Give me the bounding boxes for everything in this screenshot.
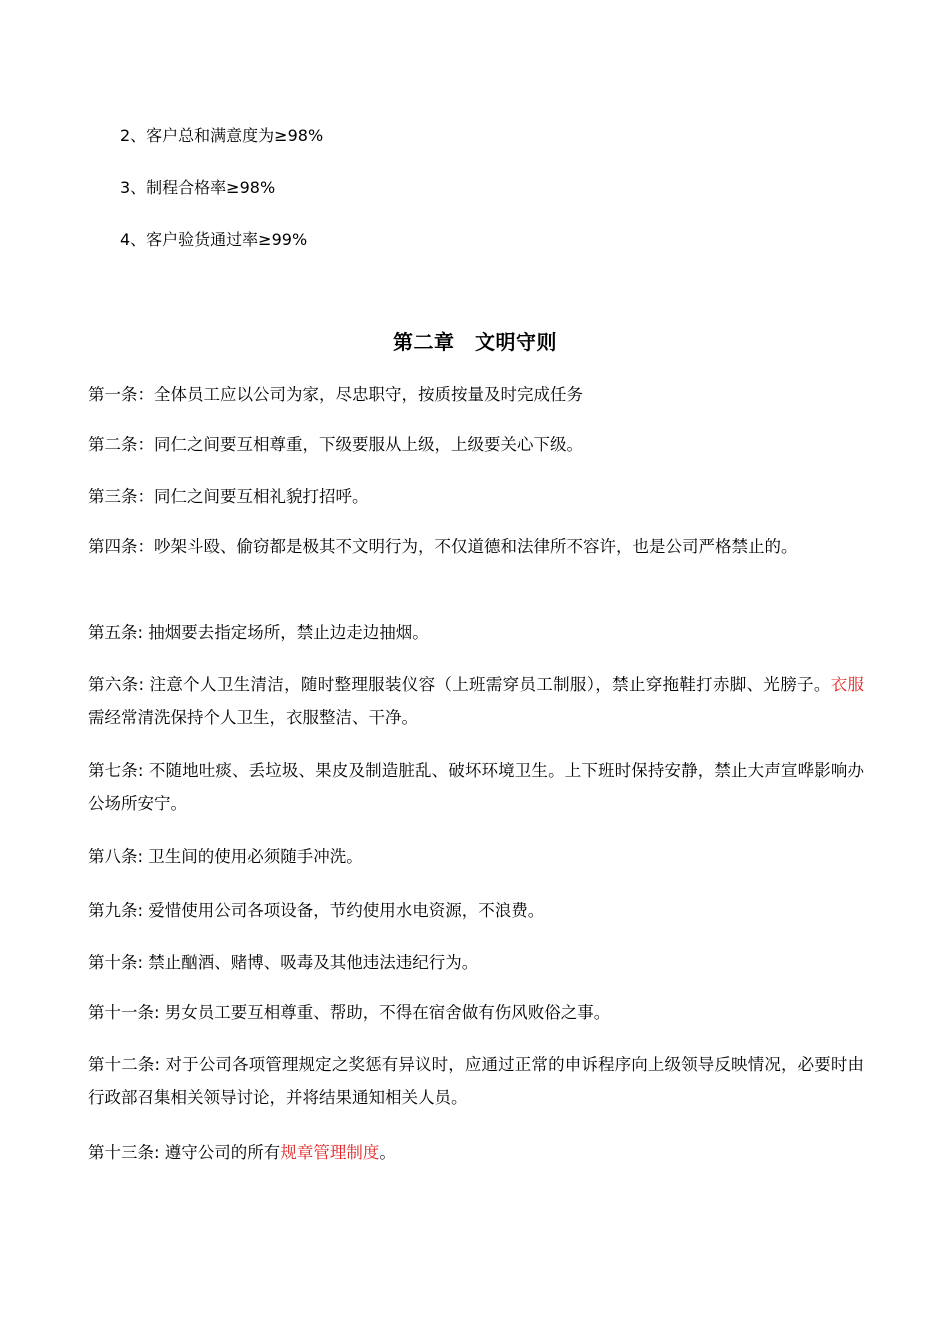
article-8: 第八条: 卫生间的使用必须随手冲洗。 xyxy=(88,847,363,866)
goal-item-2: 2、客户总和满意度为≥98% xyxy=(120,126,324,145)
article-13-text-end: 。 xyxy=(379,1143,396,1162)
article-6-highlight: 衣服 xyxy=(830,675,865,694)
article-6-text: 第六条: 注意个人卫生清洁，随时整理服装仪容（上班需穿员工制服），禁止穿拖鞋打赤脚、光膀子。 xyxy=(88,675,831,694)
article-10: 第十条: 禁止酗酒、赌博、吸毒及其他违法违纪行为。 xyxy=(88,953,479,972)
article-13-text: 第十三条: 遵守公司的所有 xyxy=(88,1143,281,1162)
goal-item-3: 3、制程合格率≥98% xyxy=(120,178,276,197)
article-2: 第二条：同仁之间要互相尊重，下级要服从上级，上级要关心下级。 xyxy=(88,435,583,454)
article-4: 第四条：吵架斗殴、偷窃都是极其不文明行为，不仅道德和法律所不容许，也是公司严格禁止的。 xyxy=(88,537,798,556)
article-13 xyxy=(88,1136,864,1169)
article-6 xyxy=(88,668,864,734)
article-6-text-end: 需经常清洗保持个人卫生，衣服整洁、干净。 xyxy=(88,708,418,727)
goal-item-4: 4、客户验货通过率≥99% xyxy=(120,230,308,249)
article-1: 第一条：全体员工应以公司为家，尽忠职守，按质按量及时完成任务 xyxy=(88,385,583,404)
article-7: 第七条: 不随地吐痰、丢垃圾、果皮及制造脏乱、破坏环境卫生。上下班时保持安静，禁止大声宣哗影响办公场所安宁。 xyxy=(88,761,864,813)
article-13-highlight: 规章管理制度 xyxy=(280,1143,380,1162)
article-11: 第十一条: 男女员工要互相尊重、帮助，不得在宿舍做有伤风败俗之事。 xyxy=(88,1003,611,1022)
article-9: 第九条: 爱惜使用公司各项设备，节约使用水电资源，不浪费。 xyxy=(88,901,545,920)
chapter-title: 第二章 文明守则 xyxy=(393,330,557,354)
article-12: 第十二条: 对于公司各项管理规定之奖惩有异议时，应通过正常的申诉程序向上级领导反映情况，必要时由行政部召集相关领导讨论，并将结果通知相关人员。 xyxy=(88,1055,864,1107)
article-5: 第五条: 抽烟要去指定场所，禁止边走边抽烟。 xyxy=(88,623,429,642)
article-3: 第三条：同仁之间要互相礼貌打招呼。 xyxy=(88,487,369,506)
